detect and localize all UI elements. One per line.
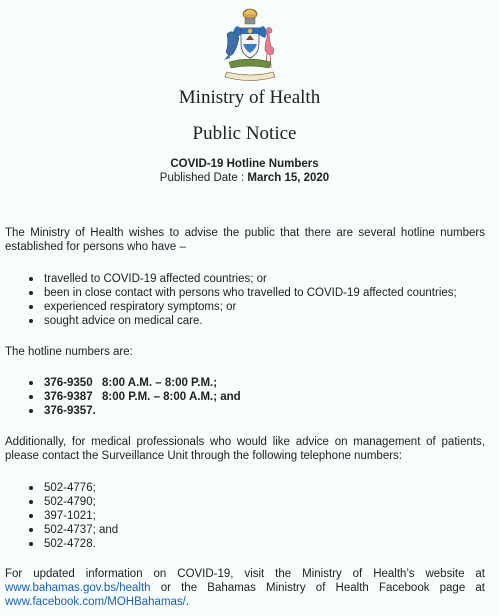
footer-text xyxy=(5,567,485,609)
medical-text: Additionally, for medical professionals who would like advice on management of patients, please contact the Surveillance Unit through the following telephone numbers: xyxy=(5,436,485,462)
published-date: March 15, 2020 xyxy=(247,172,330,184)
published-date-line xyxy=(0,171,489,185)
list-item xyxy=(27,376,241,390)
hotline-number: 376-9387 xyxy=(44,391,93,403)
list-item: sought advice on medical care. xyxy=(27,314,457,328)
list-item xyxy=(27,404,241,418)
hotline-list xyxy=(27,376,241,418)
intro-paragraph xyxy=(5,226,485,254)
hotline-number: 376-9350 xyxy=(44,377,93,389)
list-item: 502-4737; and xyxy=(27,523,118,537)
list-item: been in close contact with persons who travelled to COVID-19 affected countries; xyxy=(27,286,457,300)
coat-of-arms-icon xyxy=(215,4,285,84)
website-link[interactable]: www.bahamas.gov.bs/health xyxy=(5,582,151,594)
hotline-hours: 8:00 A.M. – 8:00 P.M.; xyxy=(102,377,218,389)
list-item: experienced respiratory symptoms; or xyxy=(27,300,457,314)
published-label: Published Date : xyxy=(159,172,245,184)
criteria-list xyxy=(27,272,457,328)
hotline-intro-text: The hotline numbers are: xyxy=(5,346,133,358)
list-item: 502-4790; xyxy=(27,495,118,509)
page-title: Public Notice xyxy=(192,123,297,144)
footer-end: . xyxy=(185,596,190,608)
intro-text: The Ministry of Health wishes to advise the public that there are several hotline numbers established for persons who have – xyxy=(5,227,485,253)
list-item xyxy=(27,390,241,404)
ministry-name: Ministry of Health xyxy=(178,87,321,108)
notice-subject: COVID-19 Hotline Numbers xyxy=(170,158,319,170)
hotline-hours: 8:00 P.M. – 8:00 A.M.; and xyxy=(102,391,241,403)
list-item: travelled to COVID-19 affected countries; or xyxy=(27,272,457,286)
hotline-intro xyxy=(5,345,485,359)
footer-paragraph xyxy=(5,567,485,609)
medical-paragraph xyxy=(5,435,485,463)
surveillance-list xyxy=(27,481,118,551)
list-item: 502-4776; xyxy=(27,481,118,495)
footer-pre: For updated information on COVID-19, visit the Ministry of Health’s website at xyxy=(5,568,485,580)
footer-mid: or the Bahamas Ministry of Health Facebook page at xyxy=(160,582,485,594)
list-item: 397-1021; xyxy=(27,509,118,523)
list-item: 502-4728. xyxy=(27,537,118,551)
facebook-link[interactable]: www.facebook.com/MOHBahamas/ xyxy=(5,596,186,608)
hotline-number: 376-9357. xyxy=(44,405,96,417)
